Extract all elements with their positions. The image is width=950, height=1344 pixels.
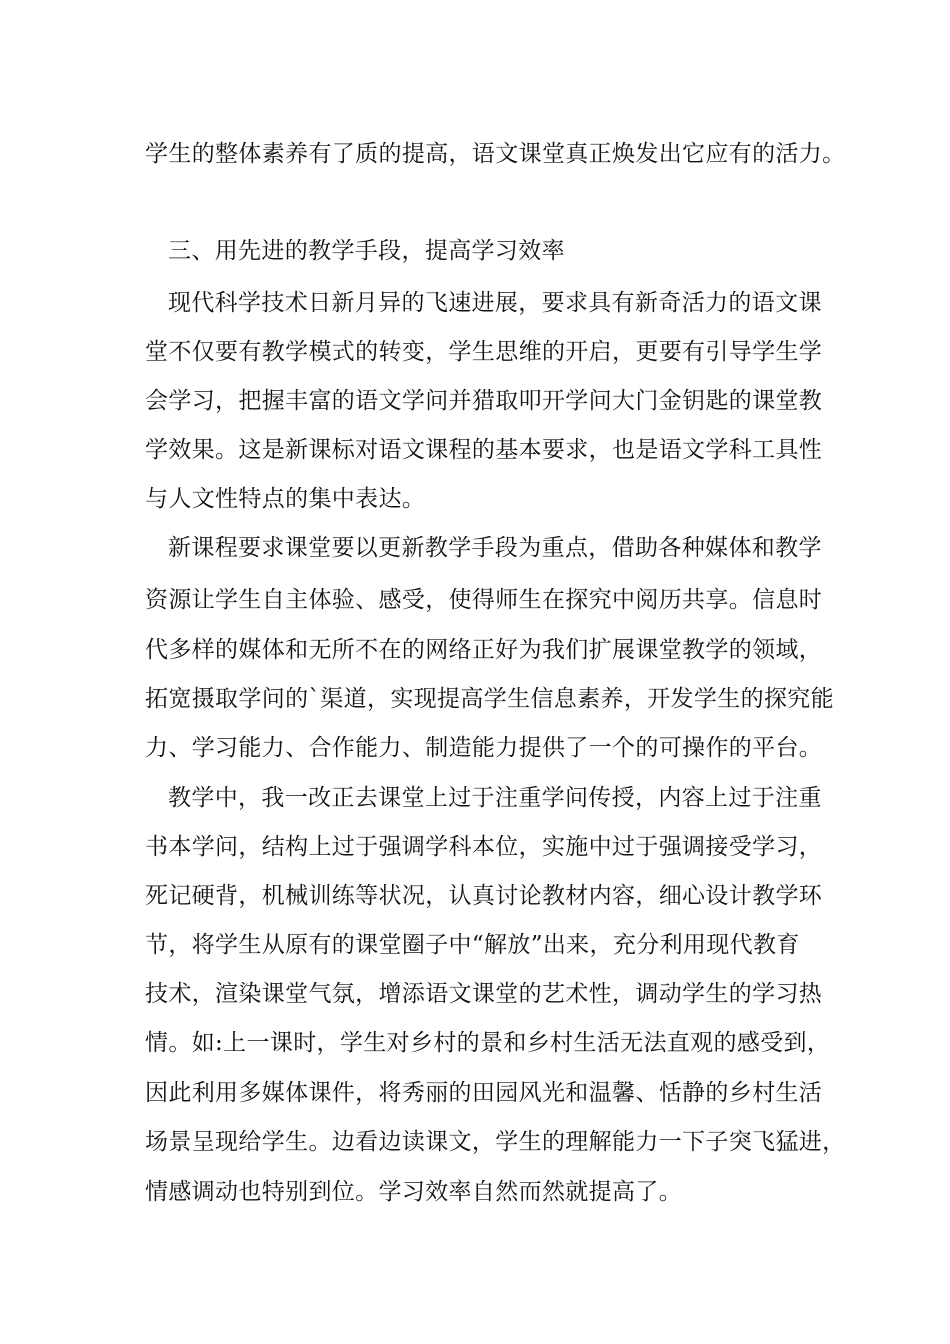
paragraph-line: 技术，渲染课堂气氛，增添语文课堂的艺术性，调动学生的学习热: [145, 981, 823, 1007]
section-heading: 三、用先进的教学手段，提高学习效率: [168, 238, 565, 264]
paragraph-line: 现代科学技术日新月异的飞速进展，要求具有新奇活力的语文课: [168, 290, 822, 316]
paragraph-line: 学生的整体素养有了质的提高，语文课堂真正焕发出它应有的活力。: [145, 141, 846, 167]
paragraph-line: 情感调动也特别到位。学习效率自然而然就提高了。: [145, 1179, 683, 1205]
paragraph-line: 书本学问，结构上过于强调学科本位，实施中过于强调接受学习，: [145, 834, 823, 860]
paragraph-line: 因此利用多媒体课件，将秀丽的田园风光和温馨、恬静的乡村生活: [145, 1080, 823, 1106]
paragraph-line: 与人文性特点的集中表达。: [145, 486, 426, 512]
paragraph-line: 新课程要求课堂要以更新教学手段为重点，借助各种媒体和教学: [168, 535, 822, 561]
paragraph-line: 学效果。这是新课标对语文课程的基本要求，也是语文学科工具性: [145, 437, 823, 463]
paragraph-line: 死记硬背，机械训练等状况，认真讨论教材内容，细心设计教学环: [145, 883, 823, 909]
paragraph-line: 堂不仅要有教学模式的转变，学生思维的开启，更要有引导学生学: [145, 339, 823, 365]
paragraph-line: 代多样的媒体和无所不在的网络正好为我们扩展课堂教学的领域，: [145, 637, 823, 663]
paragraph-line: 资源让学生自主体验、感受，使得师生在探究中阅历共享。信息时: [145, 587, 823, 613]
paragraph-line: 场景呈现给学生。边看边读课文，学生的理解能力一下子突飞猛进，: [145, 1129, 846, 1155]
paragraph-line: 会学习，把握丰富的语文学问并猎取叩开学问大门金钥匙的课堂教: [145, 388, 823, 414]
paragraph-line: 拓宽摄取学问的`渠道，实现提高学生信息素养，开发学生的探究能: [145, 686, 834, 712]
paragraph-line: 情。如:上一课时，学生对乡村的景和乡村生活无法直观的感受到，: [145, 1030, 831, 1056]
paragraph-line: 教学中，我一改正去课堂上过于注重学问传授，内容上过于注重: [168, 785, 822, 811]
paragraph-line: 力、学习能力、合作能力、制造能力提供了一个的可操作的平台。: [145, 735, 823, 761]
paragraph-line: 节，将学生从原有的课堂圈子中“解放”出来，充分利用现代教育: [145, 932, 800, 958]
